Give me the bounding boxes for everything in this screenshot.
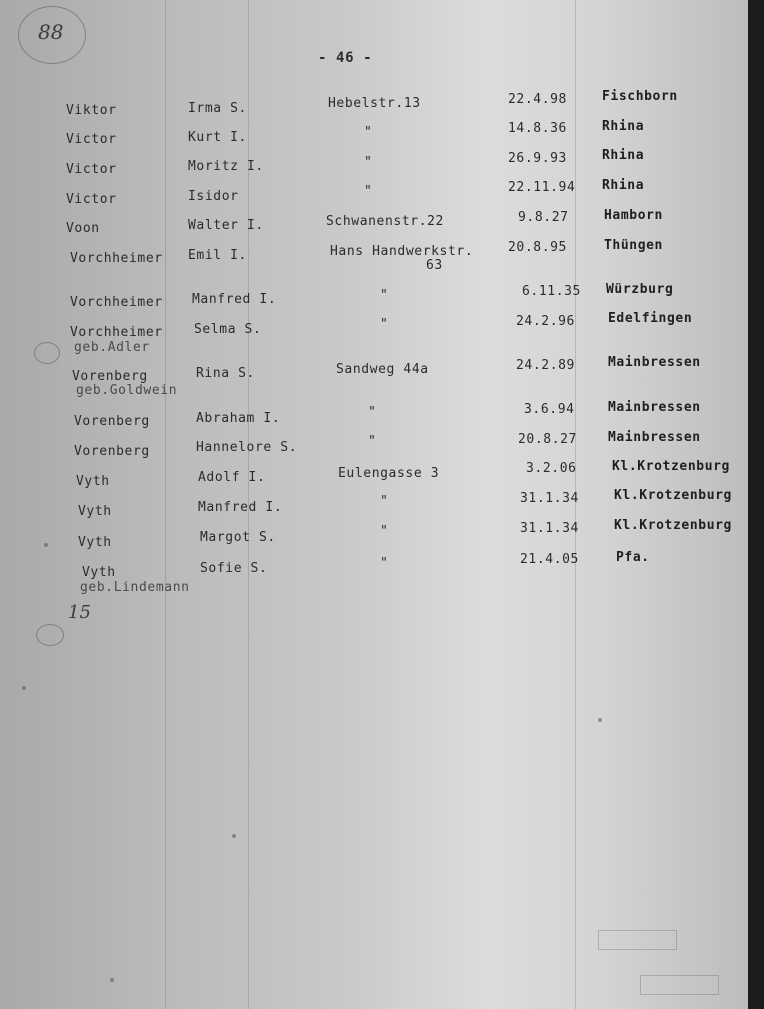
row-given-name: Selma S. (194, 322, 262, 337)
row-place: Rhina (602, 178, 645, 193)
speck (598, 718, 602, 722)
handwritten-page-mark: 88 (38, 20, 64, 44)
row-surname: Vorchheimer (70, 295, 163, 310)
row-given-name: Adolf I. (198, 470, 266, 485)
row-given-name: Abraham I. (196, 411, 281, 426)
row-birth-name: geb.Lindemann (80, 580, 190, 595)
row-given-name: Moritz I. (188, 159, 264, 174)
row-place: Mainbressen (608, 430, 701, 445)
speck (44, 543, 48, 547)
row-date: 31.1.34 (520, 491, 579, 506)
row-given-name: Hannelore S. (196, 440, 298, 455)
row-date: 9.8.27 (518, 210, 569, 225)
row-place: Mainbressen (608, 400, 701, 415)
row-address: " (364, 125, 373, 140)
row-address-line-2: 63 (426, 258, 443, 273)
row-place: Edelfingen (608, 311, 693, 326)
row-address: " (364, 155, 373, 170)
row-surname: Vyth (82, 565, 116, 580)
row-surname: Vyth (78, 504, 112, 519)
row-surname: Vyth (76, 474, 110, 489)
pencil-circle (36, 624, 64, 646)
row-given-name: Manfred I. (198, 500, 283, 515)
row-place: Mainbressen (608, 355, 701, 370)
row-date: 20.8.27 (518, 432, 577, 447)
row-surname: Vorenberg (74, 414, 150, 429)
row-date: 31.1.34 (520, 521, 579, 536)
row-given-name: Irma S. (188, 101, 247, 116)
row-date: 22.4.98 (508, 92, 567, 107)
row-date: 26.9.93 (508, 151, 567, 166)
row-given-name: Sofie S. (200, 561, 268, 576)
row-place: Thüngen (604, 238, 663, 253)
row-address: Hans Handwerkstr. (330, 244, 474, 259)
handwritten-tally: 15 (68, 602, 91, 623)
row-date: 3.2.06 (526, 461, 577, 476)
row-place: Würzburg (606, 282, 674, 297)
row-given-name: Rina S. (196, 366, 255, 381)
row-surname: Vorchheimer (70, 325, 163, 340)
row-address: " (368, 434, 377, 449)
row-place: Kl.Krotzenburg (612, 459, 730, 474)
row-address: " (380, 524, 389, 539)
row-birth-name: geb.Adler (74, 340, 150, 355)
row-address: " (368, 405, 377, 420)
row-birth-name: geb.Goldwein (76, 383, 178, 398)
page-number: - 46 - (318, 50, 373, 66)
row-given-name: Walter I. (188, 218, 264, 233)
speck (110, 978, 114, 982)
row-surname: Vorenberg (74, 444, 150, 459)
row-surname: Victor (66, 192, 117, 207)
row-date: 21.4.05 (520, 552, 579, 567)
fold-line (165, 0, 166, 1009)
row-date: 3.6.94 (524, 402, 575, 417)
row-address: Eulengasse 3 (338, 466, 440, 481)
row-place: Hamborn (604, 208, 663, 223)
row-address: " (364, 184, 373, 199)
speck (22, 686, 26, 690)
row-surname: Vyth (78, 535, 112, 550)
row-surname: Vorenberg (72, 369, 148, 384)
row-date: 24.2.96 (516, 314, 575, 329)
row-address: Schwanenstr.22 (326, 214, 444, 229)
row-given-name: Isidor (188, 189, 239, 204)
scan-edge (748, 0, 764, 1009)
row-address: " (380, 494, 389, 509)
row-place: Fischborn (602, 89, 678, 104)
row-date: 24.2.89 (516, 358, 575, 373)
row-place: Pfa. (616, 550, 650, 565)
row-given-name: Kurt I. (188, 130, 247, 145)
pencil-circle (34, 342, 60, 364)
row-place: Rhina (602, 148, 645, 163)
row-address: " (380, 288, 389, 303)
row-surname: Vorchheimer (70, 251, 163, 266)
row-date: 22.11.94 (508, 180, 576, 195)
row-address: " (380, 317, 389, 332)
row-address: Sandweg 44a (336, 362, 429, 377)
row-place: Kl.Krotzenburg (614, 488, 732, 503)
row-surname: Victor (66, 162, 117, 177)
row-surname: Viktor (66, 103, 117, 118)
row-address: " (380, 556, 389, 571)
row-date: 14.8.36 (508, 121, 567, 136)
row-surname: Voon (66, 221, 100, 236)
faint-stamp (640, 975, 719, 995)
row-place: Kl.Krotzenburg (614, 518, 732, 533)
row-given-name: Manfred I. (192, 292, 277, 307)
row-given-name: Emil I. (188, 248, 247, 263)
row-given-name: Margot S. (200, 530, 276, 545)
row-address: Hebelstr.13 (328, 96, 421, 111)
row-date: 6.11.35 (522, 284, 581, 299)
row-place: Rhina (602, 119, 645, 134)
row-surname: Victor (66, 132, 117, 147)
row-date: 20.8.95 (508, 240, 567, 255)
speck (232, 834, 236, 838)
faint-stamp (598, 930, 677, 950)
